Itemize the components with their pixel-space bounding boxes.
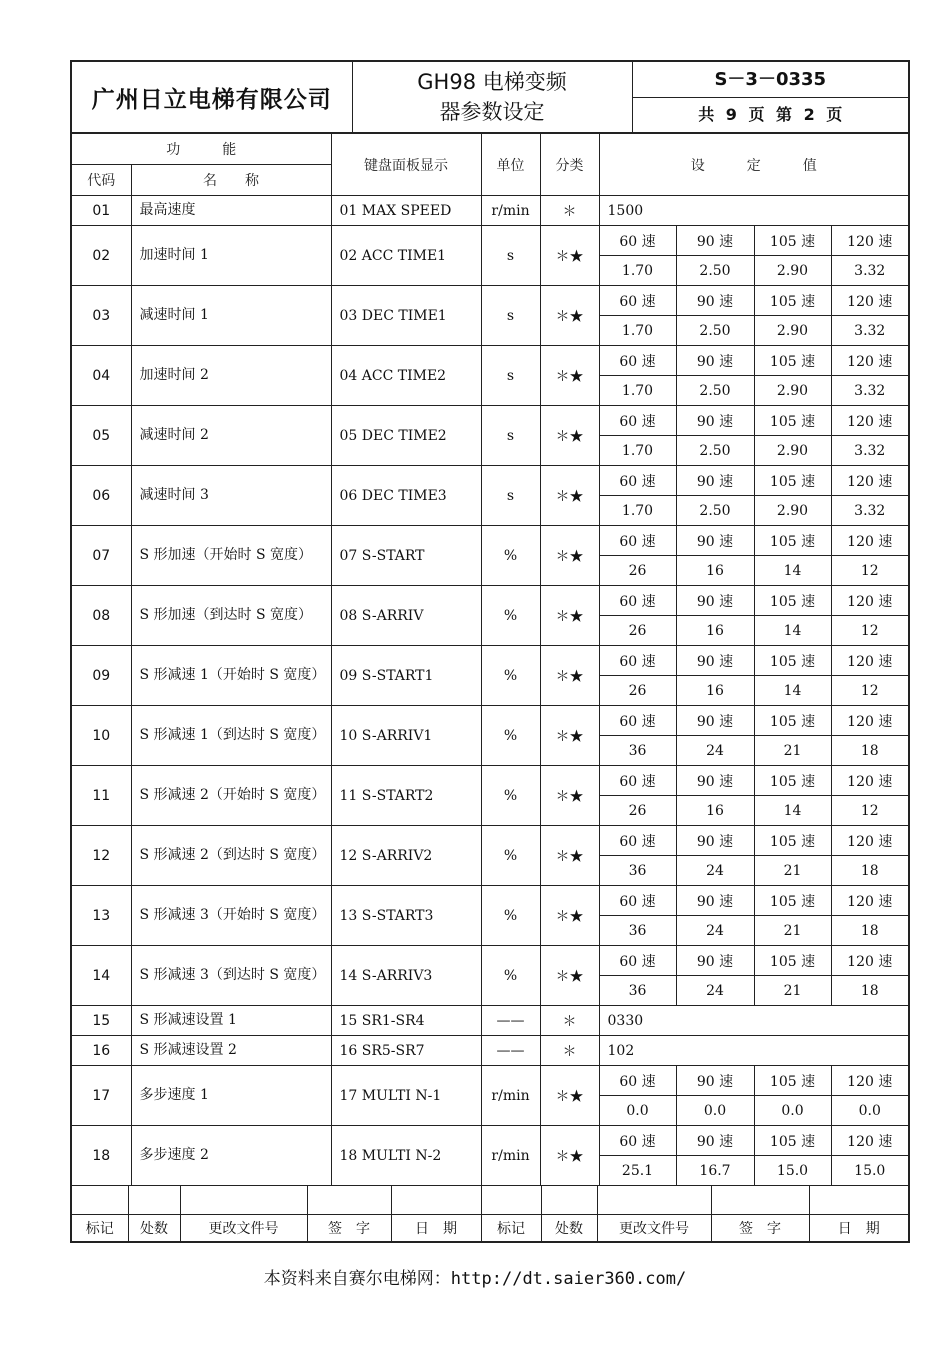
param-display: 02 ACC TIME1	[331, 226, 481, 286]
speed-label: 60 速	[599, 226, 676, 256]
parameter-row	[71, 196, 909, 226]
setting-value: 21	[754, 856, 831, 886]
parameter-row	[71, 1036, 909, 1066]
param-class: ＊★	[540, 1066, 599, 1126]
revision-label: 日 期	[391, 1215, 481, 1242]
display-header: 键盘面板显示	[331, 134, 481, 196]
name-header: 名 称	[131, 165, 331, 196]
revision-label: 更改文件号	[597, 1215, 711, 1242]
param-code: 04	[71, 346, 131, 406]
setting-value: 12	[831, 616, 909, 646]
param-class: ＊★	[540, 346, 599, 406]
function-header: 功 能	[71, 134, 331, 165]
param-class: ＊★	[540, 886, 599, 946]
param-code: 07	[71, 526, 131, 586]
revision-blank-cell[interactable]	[809, 1186, 909, 1215]
setting-value: 24	[676, 916, 754, 946]
param-display: 05 DEC TIME2	[331, 406, 481, 466]
param-code: 13	[71, 886, 131, 946]
param-code: 15	[71, 1006, 131, 1036]
param-unit: s	[481, 406, 540, 466]
revision-blank-cell[interactable]	[481, 1186, 541, 1215]
param-name: S 形减速设置 1	[131, 1006, 331, 1036]
setting-value: 14	[754, 796, 831, 826]
param-display: 07 S-START	[331, 526, 481, 586]
param-name: 减速时间 2	[131, 406, 331, 466]
speed-label: 120 速	[831, 586, 909, 616]
param-display: 13 S-START3	[331, 886, 481, 946]
revision-label: 处数	[128, 1215, 180, 1242]
parameter-row	[71, 766, 909, 796]
param-class: ＊★	[540, 826, 599, 886]
speed-label: 60 速	[599, 1066, 676, 1096]
parameter-row	[71, 646, 909, 676]
title-line-2: 器参数设定	[439, 100, 545, 124]
param-unit: %	[481, 526, 540, 586]
param-name: 加速时间 2	[131, 346, 331, 406]
setting-value: 3.32	[831, 316, 909, 346]
param-code: 12	[71, 826, 131, 886]
parameter-row	[71, 466, 909, 496]
revision-blank-cell[interactable]	[180, 1186, 307, 1215]
speed-label: 120 速	[831, 1126, 909, 1156]
parameter-row	[71, 226, 909, 256]
revision-blank-cell[interactable]	[307, 1186, 391, 1215]
setting-value: 21	[754, 976, 831, 1006]
speed-label: 60 速	[599, 346, 676, 376]
setting-value: 102	[599, 1036, 909, 1066]
speed-label: 105 速	[754, 706, 831, 736]
source-text: 本资料来自赛尔电梯网：	[263, 1269, 451, 1289]
param-class: ＊★	[540, 946, 599, 1006]
setting-value: 26	[599, 616, 676, 646]
document-number: S－3－0335	[633, 63, 909, 98]
param-unit: %	[481, 766, 540, 826]
speed-label: 90 速	[676, 826, 754, 856]
revision-blank-cell[interactable]	[711, 1186, 809, 1215]
param-unit: %	[481, 826, 540, 886]
speed-label: 90 速	[676, 466, 754, 496]
setting-value: 14	[754, 616, 831, 646]
setting-value: 16	[676, 676, 754, 706]
setting-value: 0.0	[754, 1096, 831, 1126]
parameter-row	[71, 526, 909, 556]
param-code: 18	[71, 1126, 131, 1186]
setting-value: 18	[831, 856, 909, 886]
parameter-row	[71, 286, 909, 316]
speed-label: 60 速	[599, 466, 676, 496]
setting-value: 3.32	[831, 256, 909, 286]
speed-label: 90 速	[676, 346, 754, 376]
speed-label: 90 速	[676, 406, 754, 436]
speed-label: 90 速	[676, 1126, 754, 1156]
param-name: 多步速度 1	[131, 1066, 331, 1126]
setting-value: 26	[599, 796, 676, 826]
setting-value: 2.90	[754, 256, 831, 286]
speed-label: 60 速	[599, 886, 676, 916]
revision-blank-cell[interactable]	[541, 1186, 597, 1215]
setting-header: 设 定 值	[599, 134, 909, 196]
param-unit: s	[481, 286, 540, 346]
speed-label: 90 速	[676, 586, 754, 616]
class-header: 分类	[540, 134, 599, 196]
speed-label: 120 速	[831, 946, 909, 976]
param-class: ＊★	[540, 766, 599, 826]
param-class: ＊	[540, 1036, 599, 1066]
param-unit: ——	[481, 1006, 540, 1036]
setting-value: 1.70	[599, 316, 676, 346]
setting-value: 16	[676, 796, 754, 826]
param-code: 10	[71, 706, 131, 766]
speed-label: 105 速	[754, 1126, 831, 1156]
param-display: 01 MAX SPEED	[331, 196, 481, 226]
param-class: ＊★	[540, 1126, 599, 1186]
source-url[interactable]: http://dt.saier360.com/	[450, 1269, 687, 1289]
param-display: 16 SR5-SR7	[331, 1036, 481, 1066]
code-header: 代码	[71, 165, 131, 196]
revision-label: 处数	[541, 1215, 597, 1242]
param-class: ＊★	[540, 526, 599, 586]
setting-value: 1.70	[599, 496, 676, 526]
param-code: 06	[71, 466, 131, 526]
param-unit: r/min	[481, 196, 540, 226]
parameter-row	[71, 1066, 909, 1096]
param-name: S 形减速 3（到达时 S 宽度）	[131, 946, 331, 1006]
speed-label: 90 速	[676, 286, 754, 316]
speed-label: 90 速	[676, 766, 754, 796]
parameter-row	[71, 1006, 909, 1036]
revision-blank-cell[interactable]	[391, 1186, 481, 1215]
setting-value: 26	[599, 676, 676, 706]
setting-value: 14	[754, 676, 831, 706]
speed-label: 90 速	[676, 1066, 754, 1096]
param-class: ＊★	[540, 406, 599, 466]
param-name: S 形减速 1（开始时 S 宽度）	[131, 646, 331, 706]
setting-value: 2.50	[676, 316, 754, 346]
table-body	[71, 134, 909, 1186]
param-name: 多步速度 2	[131, 1126, 331, 1186]
param-unit: %	[481, 646, 540, 706]
param-display: 10 S-ARRIV1	[331, 706, 481, 766]
parameter-row	[71, 826, 909, 856]
speed-label: 105 速	[754, 826, 831, 856]
title-line-1: GH98 电梯变频	[417, 70, 567, 94]
setting-value: 36	[599, 736, 676, 766]
param-code: 09	[71, 646, 131, 706]
parameter-row	[71, 346, 909, 376]
revision-label: 签 字	[307, 1215, 391, 1242]
setting-value: 2.50	[676, 436, 754, 466]
setting-value: 2.90	[754, 376, 831, 406]
setting-value: 15.0	[754, 1156, 831, 1186]
param-class: ＊★	[540, 646, 599, 706]
param-unit: r/min	[481, 1126, 540, 1186]
speed-label: 105 速	[754, 946, 831, 976]
speed-label: 60 速	[599, 286, 676, 316]
param-class: ＊★	[540, 286, 599, 346]
setting-value: 2.50	[676, 256, 754, 286]
speed-label: 60 速	[599, 526, 676, 556]
revision-footer	[70, 1185, 910, 1243]
speed-label: 120 速	[831, 346, 909, 376]
speed-label: 120 速	[831, 766, 909, 796]
speed-label: 120 速	[831, 286, 909, 316]
speed-label: 120 速	[831, 1066, 909, 1096]
parameter-table	[70, 133, 910, 1186]
param-name: 最高速度	[131, 196, 331, 226]
param-name: 减速时间 1	[131, 286, 331, 346]
setting-value: 24	[676, 976, 754, 1006]
parameter-row	[71, 886, 909, 916]
document-page	[70, 60, 908, 1243]
param-name: 加速时间 1	[131, 226, 331, 286]
parameter-row	[71, 1126, 909, 1156]
setting-value: 14	[754, 556, 831, 586]
speed-label: 120 速	[831, 706, 909, 736]
param-unit: %	[481, 586, 540, 646]
setting-value: 1.70	[599, 376, 676, 406]
source-note	[0, 1264, 950, 1289]
param-unit: %	[481, 706, 540, 766]
param-code: 16	[71, 1036, 131, 1066]
param-unit: %	[481, 946, 540, 1006]
param-name: S 形减速 2（到达时 S 宽度）	[131, 826, 331, 886]
revision-blank-row	[71, 1186, 909, 1215]
param-code: 02	[71, 226, 131, 286]
param-name: S 形减速设置 2	[131, 1036, 331, 1066]
param-display: 04 ACC TIME2	[331, 346, 481, 406]
setting-value: 0.0	[831, 1096, 909, 1126]
param-display: 12 S-ARRIV2	[331, 826, 481, 886]
speed-label: 60 速	[599, 946, 676, 976]
speed-label: 105 速	[754, 346, 831, 376]
parameter-row	[71, 406, 909, 436]
speed-label: 120 速	[831, 526, 909, 556]
speed-label: 60 速	[599, 406, 676, 436]
param-display: 06 DEC TIME3	[331, 466, 481, 526]
speed-label: 60 速	[599, 766, 676, 796]
revision-label: 签 字	[711, 1215, 809, 1242]
speed-label: 60 速	[599, 646, 676, 676]
param-code: 17	[71, 1066, 131, 1126]
speed-label: 120 速	[831, 226, 909, 256]
setting-value: 2.90	[754, 316, 831, 346]
revision-blank-cell[interactable]	[71, 1186, 128, 1215]
revision-blank-cell[interactable]	[128, 1186, 180, 1215]
title-block	[70, 60, 910, 134]
setting-value: 36	[599, 856, 676, 886]
speed-label: 90 速	[676, 946, 754, 976]
param-name: S 形加速（开始时 S 宽度）	[131, 526, 331, 586]
param-class: ＊★	[540, 466, 599, 526]
param-code: 01	[71, 196, 131, 226]
speed-label: 120 速	[831, 886, 909, 916]
speed-label: 105 速	[754, 466, 831, 496]
unit-header: 单位	[481, 134, 540, 196]
setting-value: 0.0	[676, 1096, 754, 1126]
setting-value: 12	[831, 556, 909, 586]
setting-value: 12	[831, 676, 909, 706]
parameter-row	[71, 706, 909, 736]
speed-label: 120 速	[831, 826, 909, 856]
param-class: ＊	[540, 196, 599, 226]
param-unit: ——	[481, 1036, 540, 1066]
param-display: 08 S-ARRIV	[331, 586, 481, 646]
param-unit: s	[481, 226, 540, 286]
param-class: ＊★	[540, 226, 599, 286]
speed-label: 105 速	[754, 226, 831, 256]
param-unit: s	[481, 346, 540, 406]
setting-value: 36	[599, 916, 676, 946]
speed-label: 120 速	[831, 466, 909, 496]
param-code: 03	[71, 286, 131, 346]
setting-value: 15.0	[831, 1156, 909, 1186]
parameter-row	[71, 586, 909, 616]
setting-value: 2.90	[754, 436, 831, 466]
param-code: 08	[71, 586, 131, 646]
speed-label: 60 速	[599, 1126, 676, 1156]
param-name: S 形减速 2（开始时 S 宽度）	[131, 766, 331, 826]
revision-blank-cell[interactable]	[597, 1186, 711, 1215]
revision-label: 标记	[71, 1215, 128, 1242]
document-title	[352, 61, 632, 133]
speed-label: 105 速	[754, 1066, 831, 1096]
param-code: 14	[71, 946, 131, 1006]
setting-value: 2.50	[676, 496, 754, 526]
param-name: 减速时间 3	[131, 466, 331, 526]
speed-label: 105 速	[754, 766, 831, 796]
speed-label: 90 速	[676, 526, 754, 556]
speed-label: 120 速	[831, 646, 909, 676]
setting-value: 16	[676, 556, 754, 586]
param-code: 05	[71, 406, 131, 466]
setting-value: 21	[754, 736, 831, 766]
setting-value: 0330	[599, 1006, 909, 1036]
setting-value: 2.50	[676, 376, 754, 406]
setting-value: 12	[831, 796, 909, 826]
setting-value: 0.0	[599, 1096, 676, 1126]
param-unit: %	[481, 886, 540, 946]
setting-value: 3.32	[831, 436, 909, 466]
param-code: 11	[71, 766, 131, 826]
speed-label: 90 速	[676, 886, 754, 916]
speed-label: 105 速	[754, 526, 831, 556]
param-display: 15 SR1-SR4	[331, 1006, 481, 1036]
setting-value: 3.32	[831, 376, 909, 406]
speed-label: 105 速	[754, 586, 831, 616]
speed-label: 105 速	[754, 886, 831, 916]
speed-label: 90 速	[676, 646, 754, 676]
revision-label-row	[71, 1215, 909, 1242]
setting-value: 18	[831, 736, 909, 766]
speed-label: 90 速	[676, 226, 754, 256]
parameter-row	[71, 946, 909, 976]
setting-value: 26	[599, 556, 676, 586]
doc-info	[632, 61, 909, 133]
setting-value: 24	[676, 736, 754, 766]
param-name: S 形加速（到达时 S 宽度）	[131, 586, 331, 646]
speed-label: 105 速	[754, 286, 831, 316]
param-name: S 形减速 3（开始时 S 宽度）	[131, 886, 331, 946]
setting-value: 25.1	[599, 1156, 676, 1186]
setting-value: 3.32	[831, 496, 909, 526]
speed-label: 105 速	[754, 406, 831, 436]
param-display: 14 S-ARRIV3	[331, 946, 481, 1006]
speed-label: 60 速	[599, 826, 676, 856]
param-display: 17 MULTI N-1	[331, 1066, 481, 1126]
param-display: 09 S-START1	[331, 646, 481, 706]
revision-label: 标记	[481, 1215, 541, 1242]
page-count: 共 9 页 第 2 页	[698, 104, 843, 124]
param-unit: r/min	[481, 1066, 540, 1126]
speed-label: 120 速	[831, 406, 909, 436]
param-class: ＊★	[540, 586, 599, 646]
speed-label: 60 速	[599, 706, 676, 736]
param-class: ＊	[540, 1006, 599, 1036]
setting-value: 1.70	[599, 256, 676, 286]
revision-label: 更改文件号	[180, 1215, 307, 1242]
setting-value: 18	[831, 916, 909, 946]
setting-value: 16.7	[676, 1156, 754, 1186]
param-unit: s	[481, 466, 540, 526]
company-name: 广州日立电梯有限公司	[71, 61, 352, 133]
setting-value: 2.90	[754, 496, 831, 526]
speed-label: 105 速	[754, 646, 831, 676]
setting-value: 1500	[599, 196, 909, 226]
param-display: 18 MULTI N-2	[331, 1126, 481, 1186]
setting-value: 1.70	[599, 436, 676, 466]
revision-label: 日 期	[809, 1215, 909, 1242]
setting-value: 24	[676, 856, 754, 886]
param-display: 03 DEC TIME1	[331, 286, 481, 346]
setting-value: 18	[831, 976, 909, 1006]
param-display: 11 S-START2	[331, 766, 481, 826]
param-class: ＊★	[540, 706, 599, 766]
setting-value: 16	[676, 616, 754, 646]
speed-label: 90 速	[676, 706, 754, 736]
speed-label: 60 速	[599, 586, 676, 616]
setting-value: 36	[599, 976, 676, 1006]
param-name: S 形减速 1（到达时 S 宽度）	[131, 706, 331, 766]
setting-value: 21	[754, 916, 831, 946]
